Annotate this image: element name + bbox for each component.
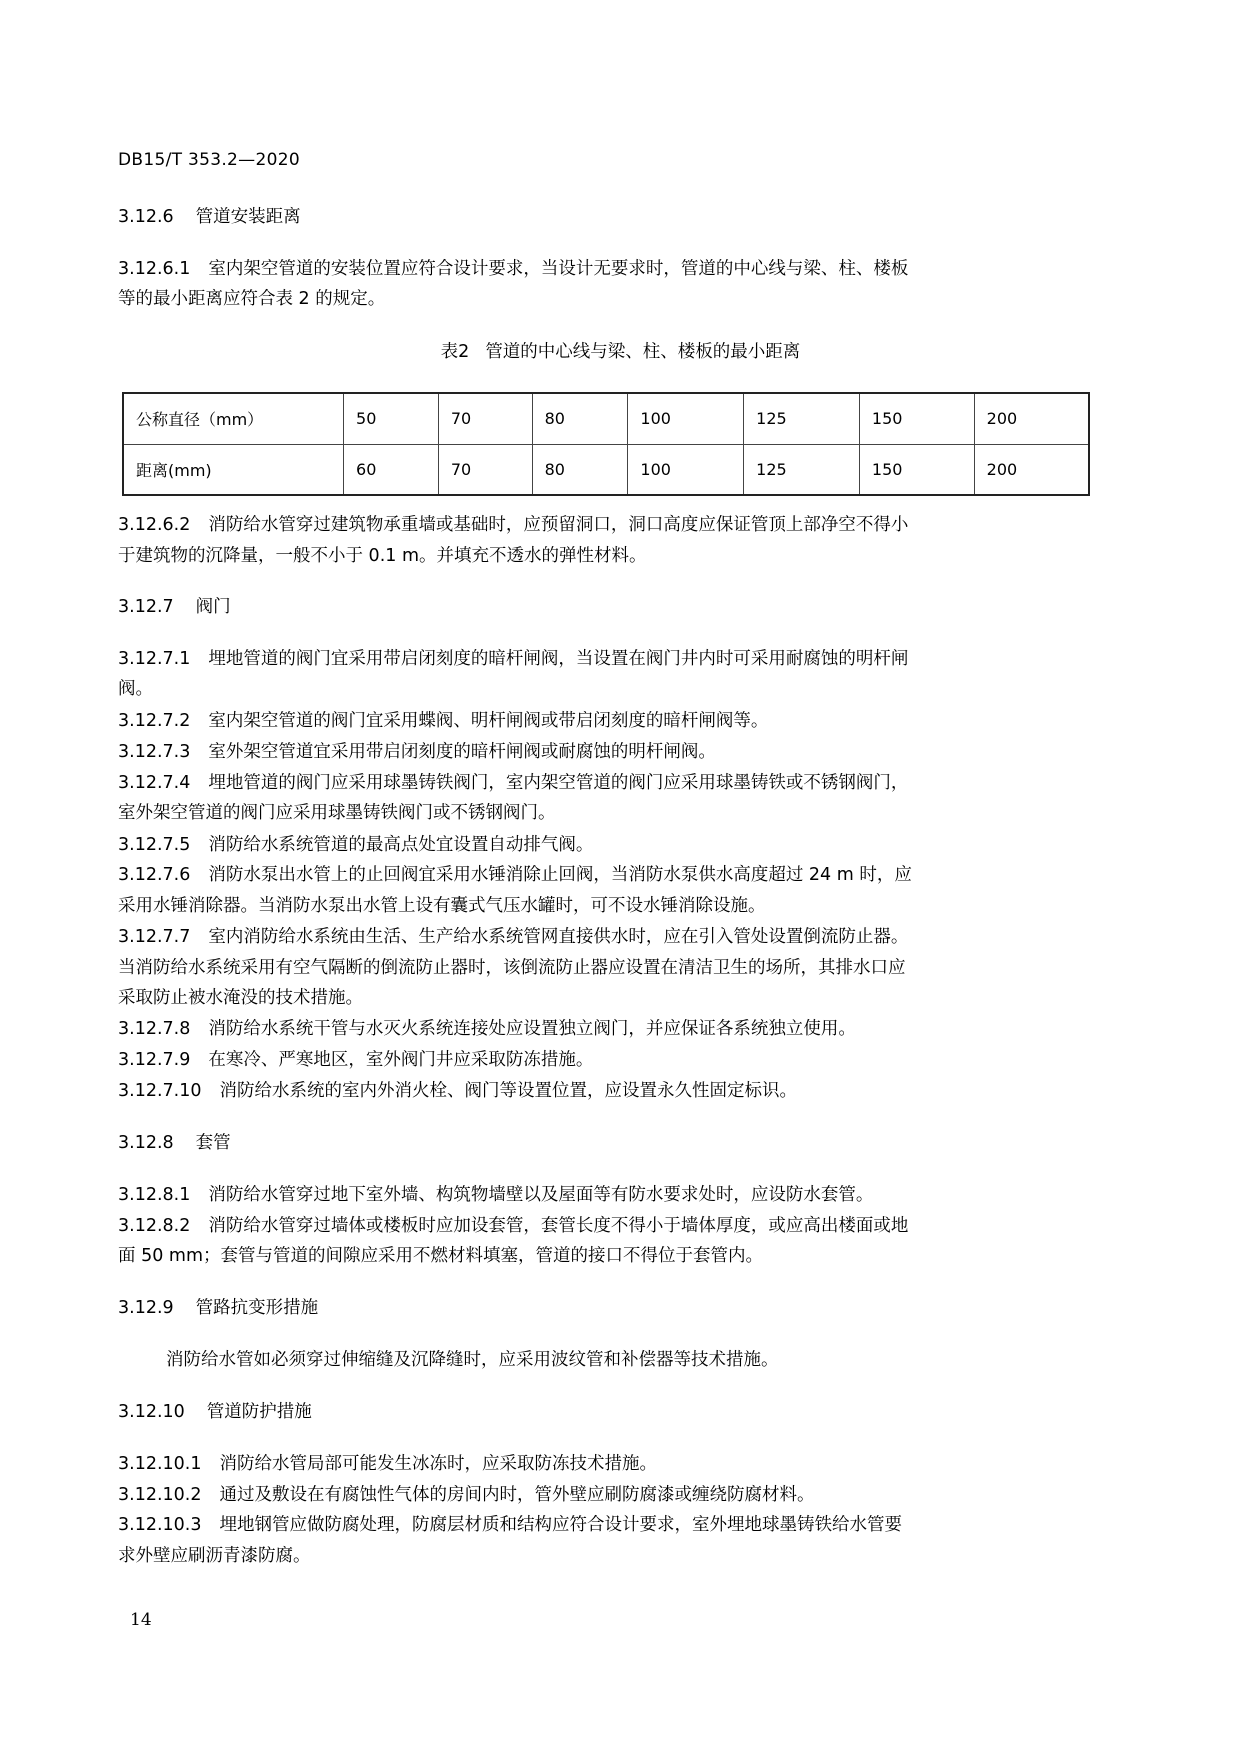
clause-text-line: 埋地钢管应做防腐处理，防腐层材质和结构应符合设计要求，室外埋地球墨铸铁给水管要 xyxy=(219,1515,902,1535)
clause-3-12-7-7 xyxy=(118,926,908,948)
clause-3-12-8-2 xyxy=(118,1215,908,1237)
clause-number: 3.12.10.2 xyxy=(118,1485,202,1505)
clause-3-12-7-6 xyxy=(118,864,912,886)
clause-3-12-7-2 xyxy=(118,710,768,732)
section-title: 套管 xyxy=(195,1133,231,1153)
section-number: 3.12.8 xyxy=(118,1133,174,1153)
clause-text-line: 阀。 xyxy=(118,679,153,699)
table-label: 表2 xyxy=(440,342,470,362)
clause-3-12-7-10 xyxy=(118,1080,797,1102)
clause-number: 3.12.7.8 xyxy=(118,1019,191,1039)
clause-text-line: 消防给水管局部可能发生冰冻时，应采取防冻技术措施。 xyxy=(219,1454,657,1474)
table-cell: 80 xyxy=(532,444,628,495)
section-number: 3.12.10 xyxy=(118,1402,185,1422)
clause-text-line: 消防给水系统管道的最高点处宜设置自动排气阀。 xyxy=(208,835,594,855)
clause-text-line: 室外架空管道宜采用带启闭刻度的暗杆闸阀或耐腐蚀的明杆闸阀。 xyxy=(208,742,716,762)
clause-3-12-10-1 xyxy=(118,1453,657,1475)
table-cell: 距离(mm) xyxy=(123,444,344,495)
clause-text-line: 消防给水管穿过建筑物承重墙或基础时，应预留洞口，洞口高度应保证管顶上部净空不得小 xyxy=(208,515,909,535)
section-heading-3-12-9 xyxy=(118,1297,318,1319)
section-heading-3-12-8 xyxy=(118,1132,231,1154)
clause-3-12-7-4 xyxy=(118,772,908,794)
clause-3-12-7-8 xyxy=(118,1018,856,1040)
clause-3-12-8-1 xyxy=(118,1184,873,1206)
clause-number: 3.12.7.1 xyxy=(118,649,191,669)
clause-number: 3.12.10.3 xyxy=(118,1515,202,1535)
clause-text-line: 消防给水系统的室内外消火栓、阀门等设置位置，应设置永久性固定标识。 xyxy=(219,1081,797,1101)
clause-text-line: 通过及敷设在有腐蚀性气体的房间内时，管外壁应刷防腐漆或缠绕防腐材料。 xyxy=(219,1485,815,1505)
clause-number: 3.12.6.2 xyxy=(118,515,191,535)
table-cell: 70 xyxy=(438,444,532,495)
clause-number: 3.12.7.3 xyxy=(118,742,191,762)
clause-text-line: 求外壁应刷沥青漆防腐。 xyxy=(118,1546,311,1566)
table-cell: 200 xyxy=(974,444,1089,495)
clause-text-line: 消防给水管穿过墙体或楼板时应加设套管，套管长度不得小于墙体厚度，或应高出楼面或地 xyxy=(208,1216,909,1236)
clause-text-line: 当消防给水系统采用有空气隔断的倒流防止器时，该倒流防止器应设置在清洁卫生的场所，其排水口应 xyxy=(118,958,906,978)
page-number: 14 xyxy=(130,1610,152,1630)
table-cell: 125 xyxy=(744,393,860,444)
table-cell: 100 xyxy=(628,444,744,495)
clause-text-line: 室外架空管道的阀门应采用球墨铸铁阀门或不锈钢阀门。 xyxy=(118,803,556,823)
clause-text-line: 室内架空管道的阀门宜采用蝶阀、明杆闸阀或带启闭刻度的暗杆闸阀等。 xyxy=(208,711,769,731)
table-cell: 150 xyxy=(859,393,974,444)
clause-number: 3.12.8.1 xyxy=(118,1185,191,1205)
clause-number: 3.12.10.1 xyxy=(118,1454,202,1474)
clause-text-line: 埋地管道的阀门宜采用带启闭刻度的暗杆闸阀，当设置在阀门井内时可采用耐腐蚀的明杆闸 xyxy=(208,649,909,669)
section-heading-3-12-7 xyxy=(118,596,231,618)
section-title: 管路抗变形措施 xyxy=(195,1298,319,1318)
clause-text-line: 等的最小距离应符合表 2 的规定。 xyxy=(118,289,386,309)
clause-text-line: 采用水锤消除器。当消防水泵出水管上设有囊式气压水罐时，可不设水锤消除设施。 xyxy=(118,896,766,916)
clause-number: 3.12.7.2 xyxy=(118,711,191,731)
section-number: 3.12.9 xyxy=(118,1298,174,1318)
clause-number: 3.12.7.7 xyxy=(118,927,191,947)
clause-3-12-10-2 xyxy=(118,1484,815,1506)
clause-text-line: 消防给水管穿过地下室外墙、构筑物墙壁以及屋面等有防水要求处时，应设防水套管。 xyxy=(208,1185,874,1205)
clause-number: 3.12.7.10 xyxy=(118,1081,202,1101)
section-title: 管道安装距离 xyxy=(195,207,301,227)
clause-3-12-6-1 xyxy=(118,258,908,280)
table-title: 管道的中心线与梁、柱、楼板的最小距离 xyxy=(485,342,801,362)
section-heading-3-12-6 xyxy=(118,206,301,228)
section-number: 3.12.6 xyxy=(118,207,174,227)
clause-text-line: 消防水泵出水管上的止回阀宜采用水锤消除止回阀，当消防水泵供水高度超过 24 m 时，应 xyxy=(208,865,912,885)
table-cell: 200 xyxy=(974,393,1089,444)
clause-3-12-10-3 xyxy=(118,1514,902,1536)
standard-code: DB15/T 353.2—2020 xyxy=(118,150,300,170)
clause-text-line: 在寒冷、严寒地区，室外阀门井应采取防冻措施。 xyxy=(208,1050,594,1070)
clause-number: 3.12.7.6 xyxy=(118,865,191,885)
clause-number: 3.12.7.9 xyxy=(118,1050,191,1070)
clause-number: 3.12.7.4 xyxy=(118,773,191,793)
table-cell: 150 xyxy=(859,444,974,495)
table-cell: 公称直径（mm） xyxy=(123,393,344,444)
clause-text-line: 于建筑物的沉降量，一般不小于 0.1 m。并填充不透水的弹性材料。 xyxy=(118,546,647,566)
clause-text-line: 室内架空管道的安装位置应符合设计要求，当设计无要求时，管道的中心线与梁、柱、楼板 xyxy=(208,259,909,279)
clause-text-line: 采取防止被水淹没的技术措施。 xyxy=(118,988,363,1008)
clause-number: 3.12.6.1 xyxy=(118,259,191,279)
clause-text-line: 室内消防给水系统由生活、生产给水系统管网直接供水时，应在引入管处设置倒流防止器。 xyxy=(208,927,909,947)
section-title: 管道防护措施 xyxy=(206,1402,312,1422)
clause-text-line: 消防给水系统干管与水灭火系统连接处应设置独立阀门，并应保证各系统独立使用。 xyxy=(208,1019,856,1039)
clause-3-12-7-3 xyxy=(118,741,716,763)
clause-text-line: 面 50 mm；套管与管道的间隙应采用不燃材料填塞，管道的接口不得位于套管内。 xyxy=(118,1246,763,1266)
table-row xyxy=(123,393,1089,444)
table-cell: 50 xyxy=(344,393,439,444)
clause-3-12-7-5 xyxy=(118,834,593,856)
table-cell: 80 xyxy=(532,393,628,444)
clause-number: 3.12.8.2 xyxy=(118,1216,191,1236)
table-caption xyxy=(0,338,1241,363)
clause-3-12-6-2 xyxy=(118,514,908,536)
clause-3-12-7-9 xyxy=(118,1049,593,1071)
section-heading-3-12-10 xyxy=(118,1401,312,1423)
clause-number: 3.12.7.5 xyxy=(118,835,191,855)
paragraph-3-12-9: 消防给水管如必须穿过伸缩缝及沉降缝时，应采用波纹管和补偿器等技术措施。 xyxy=(166,1350,779,1370)
clause-text-line: 埋地管道的阀门应采用球墨铸铁阀门，室内架空管道的阀门应采用球墨铸铁或不锈钢阀门， xyxy=(208,773,909,793)
table-cell: 70 xyxy=(438,393,532,444)
section-title: 阀门 xyxy=(195,597,231,617)
clause-3-12-7-1 xyxy=(118,648,908,670)
min-distance-table xyxy=(122,392,1090,496)
table-row xyxy=(123,444,1089,495)
section-number: 3.12.7 xyxy=(118,597,174,617)
table-cell: 125 xyxy=(744,444,860,495)
table-cell: 60 xyxy=(344,444,439,495)
table-cell: 100 xyxy=(628,393,744,444)
